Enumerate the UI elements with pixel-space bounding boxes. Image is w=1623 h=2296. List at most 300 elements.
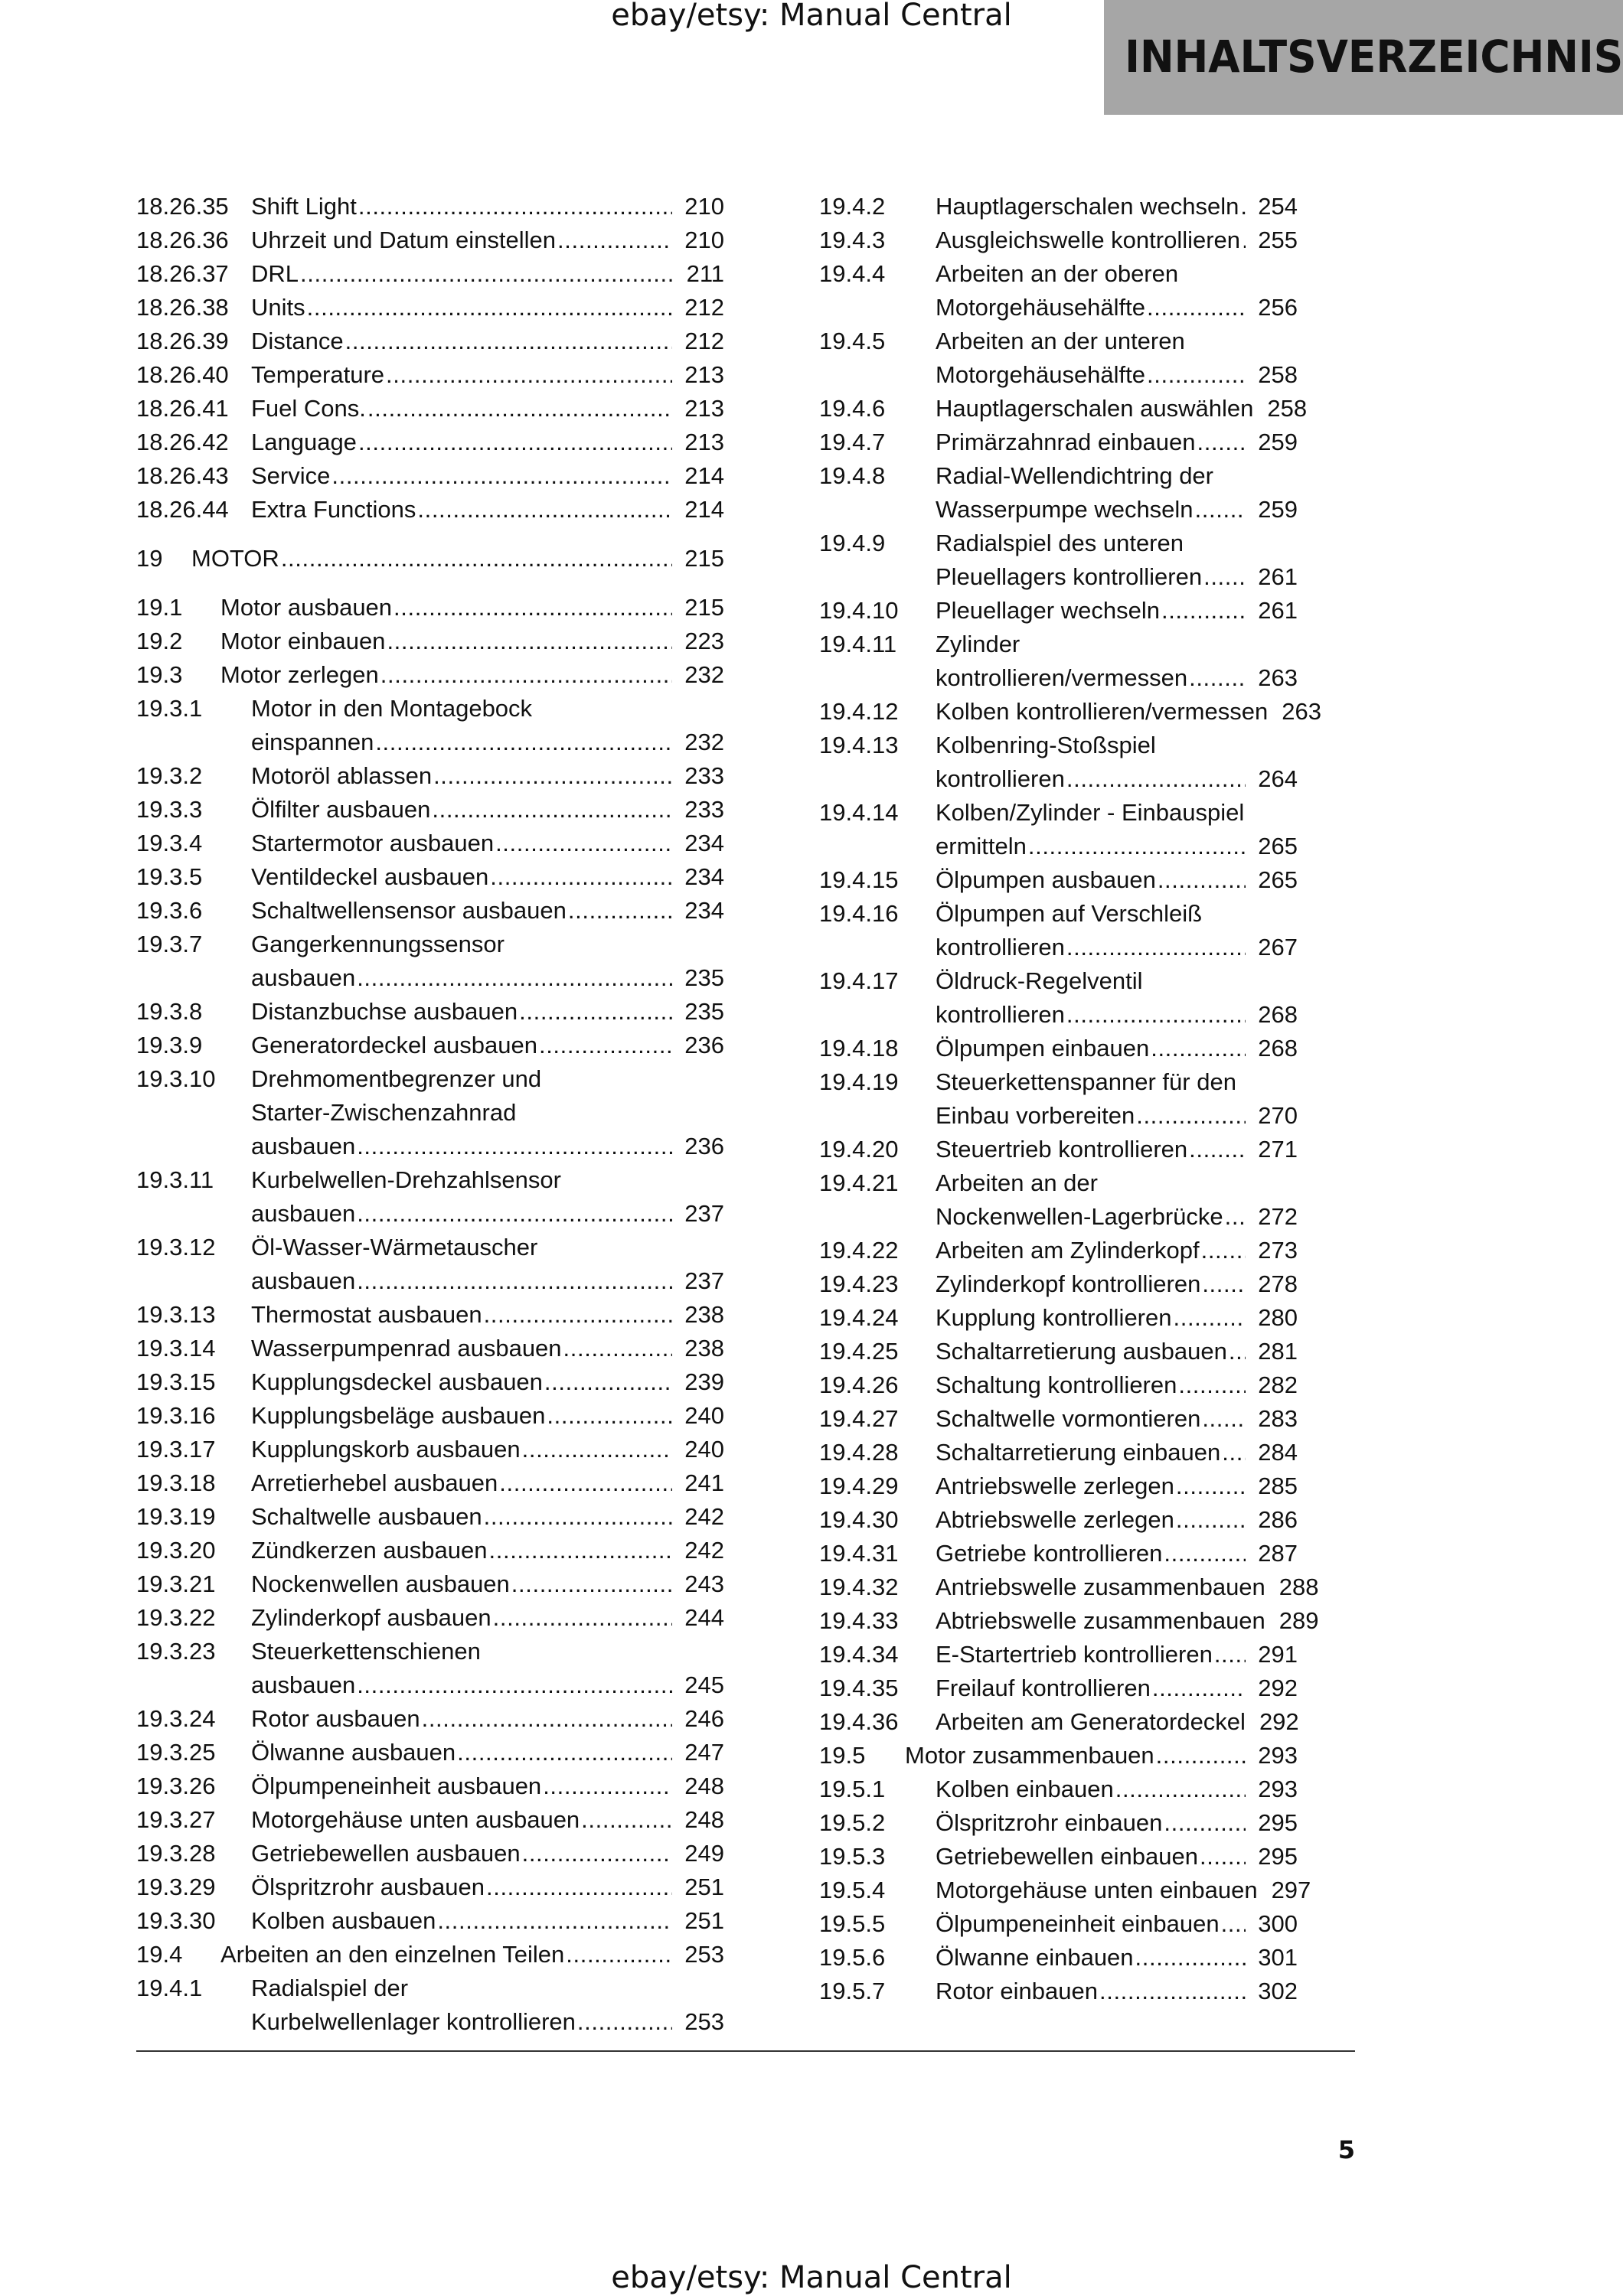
toc-entry[interactable] [819,1975,1298,2008]
toc-entry-number: 19.5.3 [819,1843,886,1870]
toc-entry-page: 297 [1271,1877,1311,1903]
toc-entry[interactable] [819,1032,1298,1065]
toc-entry[interactable] [136,291,724,325]
dot-leader [386,358,672,392]
toc-entry[interactable] [819,1503,1298,1537]
toc-entry-page: 210 [684,193,724,220]
dot-leader [1202,1267,1246,1301]
toc-entry[interactable] [136,625,724,658]
toc-entry-number: 19.4.30 [819,1506,899,1533]
dot-leader [1242,223,1246,257]
toc-entry[interactable] [819,1469,1298,1503]
toc-entry-title: Motorgehäuse unten einbauen [936,1877,1258,1903]
toc-entry-title: Wasserpumpe wechseln [936,496,1194,523]
toc-entry-number: 19.4.10 [819,597,899,624]
toc-entry-page: 240 [684,1436,724,1463]
toc-entry[interactable] [136,1163,724,1231]
dot-leader [1200,1840,1246,1874]
toc-entry-title-block [251,1635,724,1702]
toc-entry-title: Getriebewellen einbauen [936,1843,1198,1870]
toc-entry-title-block [936,1267,1298,1301]
toc-entry[interactable] [136,827,724,860]
toc-entry-title-block [251,827,724,860]
toc-entry-number: 18.26.43 [136,462,229,489]
toc-entry-title-block [936,325,1298,392]
toc-entry-number: 19.3.27 [136,1806,216,1833]
dot-leader [1151,1032,1246,1065]
dot-leader [1174,1301,1246,1335]
toc-entry-number: 19.4.23 [819,1270,899,1297]
dot-leader [281,542,672,576]
dot-leader [345,325,673,358]
toc-entry-title: DRL [251,260,299,287]
toc-entry[interactable] [819,695,1321,729]
toc-entry-title-line: Ölpumpen auf Verschleiß [936,900,1203,927]
toc-entry-page: 235 [684,964,724,991]
toc-entry-title-block [251,426,724,459]
toc-entry[interactable] [136,1534,724,1567]
toc-entry[interactable] [136,459,724,493]
toc-entry-title: Ölfilter ausbauen [251,796,431,823]
toc-entry-page: 281 [1258,1338,1298,1365]
dot-leader [1214,1638,1246,1671]
toc-entry[interactable] [819,1436,1298,1469]
toc-entry[interactable] [136,542,724,576]
toc-entry-title-block [936,1907,1298,1941]
dot-leader [1176,1503,1246,1537]
toc-entry-title-block [251,793,724,827]
toc-entry-title-block [251,1736,724,1769]
toc-entry-number: 19.3.17 [136,1436,216,1463]
toc-entry-page: 292 [1259,1708,1299,1735]
toc-entry[interactable] [819,325,1298,392]
toc-entry[interactable] [819,257,1298,325]
toc-entry-number: 19.3.7 [136,931,203,957]
toc-entry[interactable] [819,897,1298,964]
toc-entry[interactable] [819,863,1298,897]
toc-entry-title-block [936,1773,1298,1806]
toc-entry-title-block [251,692,724,759]
dot-leader [1229,1335,1246,1368]
toc-entry-page: 248 [684,1773,724,1799]
dot-leader [433,759,672,793]
dot-leader [1028,830,1246,863]
dot-leader [1189,1133,1246,1166]
dot-leader [1135,1941,1246,1975]
toc-entry-page: 254 [1258,193,1298,220]
toc-entry[interactable] [819,1267,1298,1301]
toc-entry-title-block [936,863,1298,897]
toc-entry[interactable] [136,392,724,426]
toc-entry-number: 19.3.4 [136,830,203,856]
toc-entry[interactable] [819,1402,1298,1436]
toc-entry-title-block [251,759,724,793]
toc-entry-page: 244 [684,1604,724,1631]
toc-entry-title-block [220,1938,724,1971]
toc-entry-page: 242 [684,1503,724,1530]
toc-entry[interactable] [136,1601,724,1635]
toc-entry-number: 18.26.37 [136,260,229,287]
dot-leader [563,1332,673,1365]
toc-right-column [819,190,1321,2008]
toc-entry-page: 248 [684,1806,724,1833]
toc-entry[interactable] [819,1773,1298,1806]
toc-entry-title-line: Kurbelwellen-Drehzahlsensor [251,1166,561,1193]
dot-leader [1147,358,1246,392]
toc-entry-number: 19.4.7 [819,429,886,455]
toc-entry[interactable] [819,1671,1298,1705]
toc-entry-page: 240 [684,1402,724,1429]
toc-entry[interactable] [819,1301,1298,1335]
dot-leader [547,1399,672,1433]
toc-entry[interactable] [136,1971,724,2039]
toc-entry-title-block [251,1769,724,1803]
toc-entry-title: Getriebe kontrollieren [936,1540,1163,1567]
toc-entry-title: Schaltwellensensor ausbauen [251,897,567,924]
toc-entry[interactable] [136,1938,724,1971]
toc-entry-number: 19.5.4 [819,1877,886,1903]
toc-entry-page: 265 [1258,866,1298,893]
toc-entry[interactable] [819,1065,1298,1133]
toc-entry[interactable] [819,1335,1298,1368]
toc-entry-title-block [220,591,724,625]
toc-entry-page: 278 [1258,1270,1298,1297]
toc-entry-title-line: Kolben/Zylinder - Einbauspiel [936,799,1245,826]
toc-entry-number: 19.4.22 [819,1237,899,1264]
toc-entry[interactable] [136,1365,724,1399]
toc-entry-number: 19.3.1 [136,695,203,722]
toc-entry-page: 213 [684,429,724,455]
toc-entry-title-block [251,291,724,325]
toc-entry-title: Abtriebswelle zerlegen [936,1506,1174,1533]
toc-entry-title-line: Zylinder [936,631,1020,657]
toc-entry-page: 245 [684,1671,724,1698]
toc-entry-title-line: Gangerkennungssensor [251,931,505,957]
toc-entry-number: 19.4.25 [819,1338,899,1365]
toc-entry-title-block [251,1332,724,1365]
toc-entry[interactable] [819,223,1298,257]
toc-entry-page: 285 [1258,1473,1298,1499]
toc-entry-title-block [251,1062,724,1163]
toc-entry[interactable] [136,358,724,392]
toc-entry-title: Kupplung kontrollieren [936,1304,1172,1331]
toc-entry[interactable] [819,1941,1298,1975]
toc-entry[interactable] [136,190,724,223]
toc-entry-page: 288 [1278,1574,1319,1600]
toc-entry-title: Units [251,294,305,321]
toc-entry[interactable] [819,459,1298,527]
toc-entry-title: Motor ausbauen [220,594,393,621]
toc-entry-title-block [936,1671,1298,1705]
dot-leader [387,625,672,658]
toc-entry-title: einspannen [251,729,374,755]
toc-entry-page: 214 [684,462,724,489]
toc-entry[interactable] [819,1234,1298,1267]
toc-entry[interactable] [819,1570,1319,1604]
toc-entry[interactable] [819,1133,1298,1166]
toc-entry[interactable] [136,325,724,358]
toc-entry[interactable] [136,1870,724,1904]
toc-left-column [136,190,724,2039]
toc-entry-title: Zylinderkopf ausbauen [251,1604,491,1631]
toc-entry[interactable] [819,1368,1298,1402]
toc-entry[interactable] [136,223,724,257]
toc-entry-page: 237 [684,1267,724,1294]
toc-entry[interactable] [136,493,724,527]
dot-leader [417,493,672,527]
toc-entry-title: Freilauf kontrollieren [936,1675,1151,1701]
dot-leader [1156,1739,1246,1773]
toc-entry-title: Pleuellager wechseln [936,597,1160,624]
toc-entry-title: kontrollieren [936,765,1065,792]
footer-rule [136,2050,1355,2052]
toc-entry[interactable] [136,1399,724,1433]
toc-entry-title-block [251,1298,724,1332]
toc-entry-title: Service [251,462,331,489]
dot-leader [380,658,672,692]
toc-entry[interactable] [819,628,1298,695]
toc-entry[interactable] [819,527,1298,594]
toc-entry[interactable] [136,1635,724,1702]
section-gap [136,527,724,542]
toc-entry[interactable] [136,257,724,291]
toc-entry-title: Ölpumpeneinheit ausbauen [251,1773,542,1799]
toc-entry[interactable] [136,692,724,759]
toc-entry-page: 263 [1258,664,1298,691]
dot-leader [357,1264,672,1298]
toc-entry-title: ausbauen [251,1267,356,1294]
dot-leader [1195,493,1246,527]
toc-entry-number: 19.4.13 [819,732,899,758]
toc-entry-number: 19.5.2 [819,1809,886,1836]
toc-entry[interactable] [136,1298,724,1332]
toc-entry-title-block [251,1702,724,1736]
toc-entry[interactable] [136,1500,724,1534]
toc-entry[interactable] [136,1029,724,1062]
toc-entry-title: Ölwanne einbauen [936,1944,1134,1971]
dot-leader [1240,190,1246,223]
toc-entry[interactable] [136,1769,724,1803]
toc-entry-title-block [936,459,1298,527]
toc-entry-page: 259 [1258,496,1298,523]
toc-entry-title-block [251,459,724,493]
toc-entry-page: 265 [1258,833,1298,859]
toc-entry[interactable] [136,1567,724,1601]
toc-entry-number: 19.3.20 [136,1537,216,1564]
toc-entry-title: Schaltarretierung einbauen [936,1439,1221,1466]
toc-entry[interactable] [136,793,724,827]
toc-entry-title: Motor einbauen [220,628,386,654]
toc-entry-title: Motorgehäusehälfte [936,361,1146,388]
toc-entry-title-line: Motor in den Montagebock [251,695,533,722]
toc-entry[interactable] [136,1904,724,1938]
toc-entry[interactable] [136,1231,724,1298]
watermark-top: ebay/etsy: Manual Central [611,0,1012,33]
toc-entry-title: ausbauen [251,964,356,991]
toc-entry-title: Motorgehäusehälfte [936,294,1146,321]
toc-entry[interactable] [136,894,724,928]
toc-entry-number: 18.26.36 [136,227,229,253]
toc-entry[interactable] [819,729,1298,796]
toc-entry[interactable] [819,1537,1298,1570]
toc-entry-number: 19.5.5 [819,1910,886,1937]
toc-entry[interactable] [819,1604,1319,1638]
dot-leader [577,2005,672,2039]
toc-entry-title: Motor zerlegen [220,661,379,688]
toc-entry-title-block [251,1163,724,1231]
toc-entry-number: 19.4.5 [819,328,886,354]
toc-entry[interactable] [136,1803,724,1837]
toc-entry-page: 287 [1258,1540,1298,1567]
toc-entry[interactable] [819,796,1298,863]
toc-entry-title: Ausgleichswelle kontrollieren [936,227,1241,253]
toc-entry-title: Arretierhebel ausbauen [251,1469,498,1496]
toc-entry-title-block [251,1433,724,1466]
toc-entry-page: 283 [1258,1405,1298,1432]
toc-entry-title: Kolben ausbauen [251,1907,436,1934]
toc-entry-number: 19 [136,545,163,572]
toc-entry-title: Zündkerzen ausbauen [251,1537,488,1564]
dot-leader [495,827,672,860]
dot-leader [484,1298,673,1332]
toc-entry-title-block [936,964,1298,1032]
toc-entry-title-block [936,1604,1319,1638]
toc-entry[interactable] [136,1062,724,1163]
toc-entry-page: 213 [684,395,724,422]
dot-leader [1066,931,1246,964]
toc-entry[interactable] [136,658,724,692]
toc-entry-title: Ölpumpen einbauen [936,1035,1150,1062]
toc-entry[interactable] [819,190,1298,223]
toc-entry[interactable] [819,1874,1311,1907]
toc-entry[interactable] [136,860,724,894]
toc-entry-page: 292 [1258,1675,1298,1701]
dot-leader [519,995,672,1029]
toc-entry-number: 18.26.44 [136,496,229,523]
toc-entry-title: kontrollieren [936,1001,1065,1028]
toc-entry-page: 237 [684,1200,724,1227]
toc-entry-title: Steuertrieb kontrollieren [936,1136,1188,1163]
toc-entry[interactable] [819,1840,1298,1874]
dot-leader [581,1803,672,1837]
toc-entry-number: 19.4.31 [819,1540,899,1567]
toc-entry-title: Arbeiten am Generatordeckel [936,1708,1246,1735]
toc-entry-title: Hauptlagerschalen auswählen [936,395,1254,422]
toc-entry-number: 19.4.6 [819,395,886,422]
toc-entry-title-block [936,392,1308,426]
toc-entry-page: 267 [1258,934,1298,960]
toc-entry-title: Einbau vorbereiten [936,1102,1135,1129]
toc-entry-page: 291 [1258,1641,1298,1668]
toc-entry-page: 223 [684,628,724,654]
toc-entry[interactable] [136,1332,724,1365]
toc-entry-page: 210 [684,227,724,253]
toc-entry-title: Schaltwelle vormontieren [936,1405,1201,1432]
toc-entry-page: 236 [684,1133,724,1159]
toc-entry[interactable] [819,1806,1298,1840]
toc-entry[interactable] [819,594,1298,628]
dot-leader [367,392,672,426]
toc-entry[interactable] [136,591,724,625]
toc-entry[interactable] [136,928,724,995]
toc-entry[interactable] [819,1907,1298,1941]
toc-entry-title: Nockenwellen-Lagerbrücke [936,1203,1223,1230]
toc-entry[interactable] [136,1433,724,1466]
toc-entry-page: 238 [684,1335,724,1362]
toc-entry-page: 295 [1258,1843,1298,1870]
toc-entry-number: 19.4.26 [819,1371,899,1398]
toc-entry-number: 19.4.15 [819,866,899,893]
toc-entry-title: Kolben einbauen [936,1776,1114,1802]
toc-entry-title: Schaltwelle ausbauen [251,1503,482,1530]
toc-entry-title-block [936,1166,1298,1234]
dot-leader [1147,291,1246,325]
toc-entry-title-block [251,223,724,257]
toc-entry-page: 242 [684,1537,724,1564]
toc-entry[interactable] [136,1736,724,1769]
toc-entry[interactable] [819,964,1298,1032]
toc-entry-title-block [251,1466,724,1500]
toc-entry-page: 261 [1258,597,1298,624]
toc-entry[interactable] [819,1739,1298,1773]
toc-entry-page: 300 [1258,1910,1298,1937]
toc-entry[interactable] [136,1466,724,1500]
toc-entry[interactable] [136,995,724,1029]
dot-leader [358,426,672,459]
toc-entry-page: 270 [1258,1102,1298,1129]
toc-entry[interactable] [819,392,1308,426]
toc-entry-title-block [936,1941,1298,1975]
toc-entry-title-block [936,1570,1319,1604]
toc-entry-title-block [251,1534,724,1567]
toc-entry-title-block [251,1837,724,1870]
toc-entry-number: 19.4.24 [819,1304,899,1331]
toc-entry-number: 19.4.20 [819,1136,899,1163]
toc-entry[interactable] [819,1705,1298,1739]
toc-entry[interactable] [136,1702,724,1736]
toc-entry-title: Motorgehäuse unten ausbauen [251,1806,580,1833]
toc-entry-title-block [251,1904,724,1938]
toc-entry-title-block [251,257,724,291]
toc-entry[interactable] [819,426,1298,459]
toc-entry-title: Nockenwellen ausbauen [251,1570,510,1597]
toc-entry[interactable] [819,1166,1298,1234]
toc-entry[interactable] [819,1638,1298,1671]
toc-entry[interactable] [136,1837,724,1870]
toc-entry-title: Temperature [251,361,385,388]
toc-entry-title: Arbeiten am Zylinderkopf [936,1237,1200,1264]
toc-entry-number: 19.3.10 [136,1065,216,1092]
toc-entry-title-block [936,190,1298,223]
toc-entry-title-block [936,628,1298,695]
toc-entry-title-line: Arbeiten an der unteren [936,328,1185,354]
toc-entry-title-block [251,860,724,894]
toc-entry-number: 19.4.32 [819,1574,899,1600]
toc-entry-page: 258 [1267,395,1308,422]
dot-leader [557,223,672,257]
toc-entry-number: 19.1 [136,594,183,621]
toc-entry-number: 19.3.5 [136,863,203,890]
toc-entry-title: E-Startertrieb kontrollieren [936,1641,1213,1668]
toc-entry[interactable] [136,426,724,459]
toc-entry[interactable] [136,759,724,793]
toc-entry-title-block [251,325,724,358]
toc-entry-number: 19.4.2 [819,193,886,220]
toc-entry-number: 18.26.38 [136,294,229,321]
dot-leader [544,1365,672,1399]
toc-entry-page: 255 [1258,227,1298,253]
toc-entry-number: 19.3.3 [136,796,203,823]
